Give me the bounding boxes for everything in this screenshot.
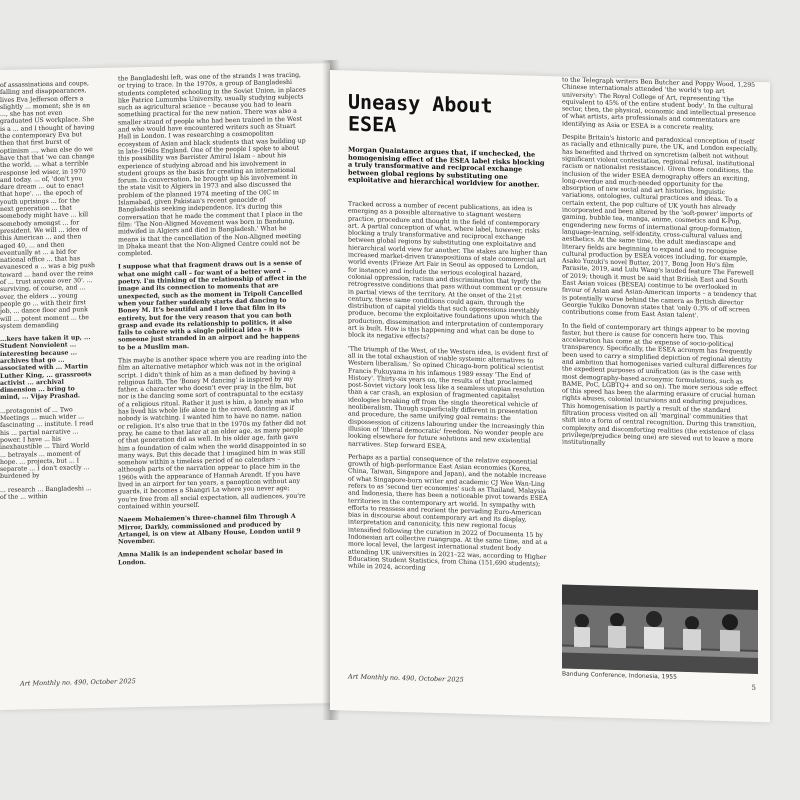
left-col2-para-1: the Bangladeshi left, was one of the strands I was tracing, or trying to trace. In the 1970s, a group of Bangladeshi students completed schooling in the Soviet Union, in places like Patrice Lumumba University, usually studying subjects such as agricultural science – because you had to learn something practical for the new nation. There was also a smaller strand of people who had been trained in the West and who would have encountered writers such as Stuart Hall in London. I was researching a cosmopolitan ecosystem of Asian and black students that was building up in late-1960s England. One of the people I spoke to about this possibility was Barrister Amirul Islam – about his experience of studying abroad and his involvement in student groups as the basis for creating an international forum. In conversation, he brought up his involvement in the state visit to Algiers in 1973 and also discussed the problem of the planned 1974 meeting of the OIC in Islamabad, given Pakistan's recent genocide of Bangladeshis seeking independence. It's during this conversation that he made the comment that I place in the film: 'The Non-Aligned Movement was born in Bandung, midwifed in Algiers and died in Bangladesh.' What he means is that the cancellation of the Non-Aligned meeting in Dhaka meant that the Non-Aligned Centre could not be completed. [118, 71, 306, 258]
right-col1-para-2: 'The triumph of the West, of the Western idea, is evident first of all in the total exhaustion of viable systemic alternatives to Western liberalism.' So opined Chicago-born political scientist Francis Fukuyama in his infamous 1989 essay 'The End of History'. Thirty-six years on, the results of that proclaimed post-Soviet victory look less like a seamless utopian resolution than a car crash, an explosion of fragmented capitalist ideologies breaking off from the single theoretical vehicle of neoliberalism. Though superficially different in presentation and procedure, the same unifying goal remains: the dispossession of citizens labouring under the increasingly thin illusion of 'liberal democratic' freedom. No wonder people are looking elsewhere for future solutions and new existential narratives. Step forward ESEA. [348, 345, 548, 450]
right-column-2 [562, 76, 758, 457]
left-col1-text-c: ...protagonist of ... Two Meetings ... much wider ... fascinating ... institute. I read his ... partial narrative ... power. I have ... his inexhaustible ... Third World ... betrayals ... moment of hope. ... projects, but ... I separate ... I don't exactly ... burdened by [0, 406, 94, 481]
left-col2-para-5: Amna Malik is an independent scholar based in London. [118, 548, 284, 567]
left-column-2 [118, 72, 308, 573]
left-footer: Art Monthly no. 490, October 2025 [20, 677, 136, 688]
right-col2-para-2: Despite Britain's historic and paradoxical conception of itself as racially and ethnically pure, the UK, and London especially, has benefited and thrived on syncretism (albeit not without significant violent contestation, regional refusal, institutional racism or nationalist resistance). Given those conditions, the inclusion of the wider ESEA demography offers an exciting, long-overdue and much-needed opportunity for the absorption of new social and art histories, linguistic variations, ontologies, cultural practices and ideas. To a certain extent, the pop culture of UK youth has already incorporated and been altered by the 'soft-power' imports of gaming, bubble tea, manga, anime, cosmetics and K-Pop, engendering new forms of international group-formation, language-learning, self-identity, cross-cultural values and aesthetics. At the same time, the adult mediascape and literary fields are beginning to expand and to recognise cultural production by ESEA voices including, for example, Asako Yuzuki's novel Butter, 2017, Bong Joon Ho's film Parasite, 2019, and Lulu Wang's lauded feature The Farewell of 2019; though it must be said that British East and South East Asian voices (BESEA) continue to be overlooked in favour of Asian and Asian-American imports – a tendency that is potentially worse behind the camera as British director Georgie Yukiko Donovan states that 'only 0.3% of off screen contributions come from East Asian talent'. [562, 133, 758, 320]
photo-caption: Bandung Conference, Indonesia, 1955 [562, 670, 677, 681]
right-col1-para-3: Perhaps as a partial consequence of the relative exponential growth of high-performance East Asian economies (Korea, China, Taiwan, Singapore and Japan), and the notable increase of what Singapore-born writer and academic CJ Wee Wan-Ling refers to as 'second tier economies' such as Thailand, Malaysia and Indonesia, there has been a noticeable pivot towards ESEA territories in the contemporary art world. In sympathy with efforts to reassess and reorient the pervading Euro-American bias in discourse about contemporary art and its display, interpretation and canonicity, this new regional focus intensified following the curation in 2022 of Documenta 15 by Indonesian art collective ruangrupa. At the same time, and at a more local level, the largest international student body attending UK universities in 2021–22 was, according to Higher Education Student Statistics, from China (151,690 students); while in 2024, according [348, 453, 548, 572]
left-col1-text: of assassinations and coups, falling and disappearances, lives Eva Jefferson offers a slightly ... moment; she is an ..., she has not even graduated US workplace. She is a ... and I thought of having the contemporary Eva but then that first burst of optimism ..., when else do we have that that 'we can change the world, ... what a terrible response led wiser, in 1970 and today. ... of, 'don't you dare dream ... out to enact that hope'. ... the epoch of youth uprisings ... for the next generation ... that somebody might have ... kill somebody amongst ... for president. We will ... idea of this American ... and then aged 40, ... and then eventually at ... a bid for national office ... that has evanesced a ... was a big push toward ... hand over the reins of ... trust anyone over 30'. ... surviving, of course, and ... over, the elders ... young people go ... with their first job, ... dance floor and punk will ... potent moment ... the system demanding [0, 80, 96, 330]
article-headline: Uneasy About ESEA [348, 89, 493, 137]
bandung-conference-photo [562, 584, 758, 673]
left-page [0, 63, 330, 710]
right-col2-para-3: In the field of contemporary art things appear to be moving faster, but there is cause for concern here too. This acceleration has come at the expense of socio-political transparency. Specifically, the ESEA acronym has frequently been used to carry a simplified depiction of regional identity and ambition that homogenises varied cultural differences for the expedient purposes of unification (as is the case with most demography-based acronymic formulations, such as BAME, PoC, LGBTQ+ and so on). The more serious side effect of this speed has been the alarming erasure of crucial human rights abuses, colonial incursions and enduring prejudices. This homogenisation is partly a result of the standard filtration process visited on all 'marginal' communities that shift into a form of central recognition. During this transition, complexity and discomforting realities (the existence of class privilege/prejudice being one) are sieved out to leave a more institutionally [562, 321, 758, 447]
left-col2-para-2: I suppose what that fragment draws out is a sense of what one might call – for want of a better word – poetry. I'm thinking of the relationship of affect in the image and its connection to moments that are unexpected, such as the moment in Tripoli Cancelled when your father suddenly starts dad dancing to Boney M. It's beautiful and I love that film in its entirety, but for the very reason that you can both grasp and evade its relationship to politics, it also fails to cohere with a single political idea – it is someone just stranded in an airport and he happens to be a Muslim man. [118, 260, 307, 352]
right-footer: Art Monthly no. 490, October 2025 [348, 672, 464, 684]
right-column-1 [348, 201, 548, 582]
left-col1-text-b: ...kers have taken it up, ... Student Nonviolent ... interesting because ... archives that go ... associated with ... Martin Luther King, ... grassroots activist ... archival dimension ... bring to mind, ... Vijay Prashad. [0, 334, 92, 402]
left-col2-para-4: Naeem Mohaiemen's three-channel film Through A Mirror, Darkly, commissioned and produced by Artangel, is on view at Albany House, London until 9 November. [118, 513, 301, 546]
left-col2-para-3: This maybe is another space where you are reading into the film an alternative metaphor which was not in the original script. I didn't think of him as a man defined by having a religious faith. The 'Boney M dancing' is inspired by my father, a character who doesn't ever pray in the film, but nor is the dancing some sort of contrapuntal to the ecstasy of a religious ritual. Rather it just is him, a lonely man who has lived his whole life alone in the crowd, dancing as if nobody is watching. I wanted him to have no name, nation or religion. It's also true that in the 1970s my father did not pray, he came to that later at an older age, as many people of that generation did as well. In his older age, faith gave him a foundation of calm when the world disappointed in so many ways. But this decade that I imagined him in was still somehow within a timeless period of no calendars – although parts of the narration appear to place him in the 1960s with the appearance of Hannah Arendt. If you have lived in an airport for ten years, a panopticon without any guards, it becomes a Shangri La where you never age; you're free from all social expectation, all audiences, you're contained within yourself. [118, 353, 307, 511]
page-number: 5 [751, 683, 756, 692]
right-page [330, 70, 770, 722]
left-col1-text-d: ... research ... Bangladeshi ... of the ... within [0, 484, 92, 502]
photo-image [562, 584, 758, 673]
article-standfirst: Morgan Quaintance argues that, if unchecked, the homogenising effect of the ESEA label risks blocking a truly transformative and reciprocal exchange between global regions by substituting one exploitative and hierarchical worldview for another. [348, 145, 545, 190]
left-column-1 [0, 80, 95, 507]
right-col1-para-1: Tracked across a number of recent publications, an idea is emerging as a possible alternative to stagnant western practice, procedure and thought in the field of contemporary art. A partial conception of what, where label, however, risks blocking a truly transformative and reciprocal exchange between global regions by substituting one exploitative and hierarchical world view for another. The stakes are higher than increased market-driven transpositions of stale commercial art world events (Frieze Art Fair in Seoul as opposed to London, for instance) and include the serious ecological hazard, colonial oppression, racism and discrimination that typify the retrogressive conditions that pass without comment or censure in partial views of the territory. At the onset of the 21st century, these same conditions could again, through the distribution of capital yields that such oppressions inevitably produce, become the exploitative foundations upon which the production, dissemination and interpretation of contemporary art is built. How is this happening and what can be done to block its negative effects? [348, 200, 548, 342]
right-col2-para-1: to the Telegraph writers Ben Butcher and Poppy Wood, 1,295 Chinese internationals attended 'the world's top art university': The Royal College of Art, representing 'the equivalent to 45% of the entire student body'. In the cultural sector, then, the physical, economic and intellectual presence of what artists, arts professionals and commentators are identifying as Asia or ESEA is a concrete reality. [562, 76, 756, 132]
